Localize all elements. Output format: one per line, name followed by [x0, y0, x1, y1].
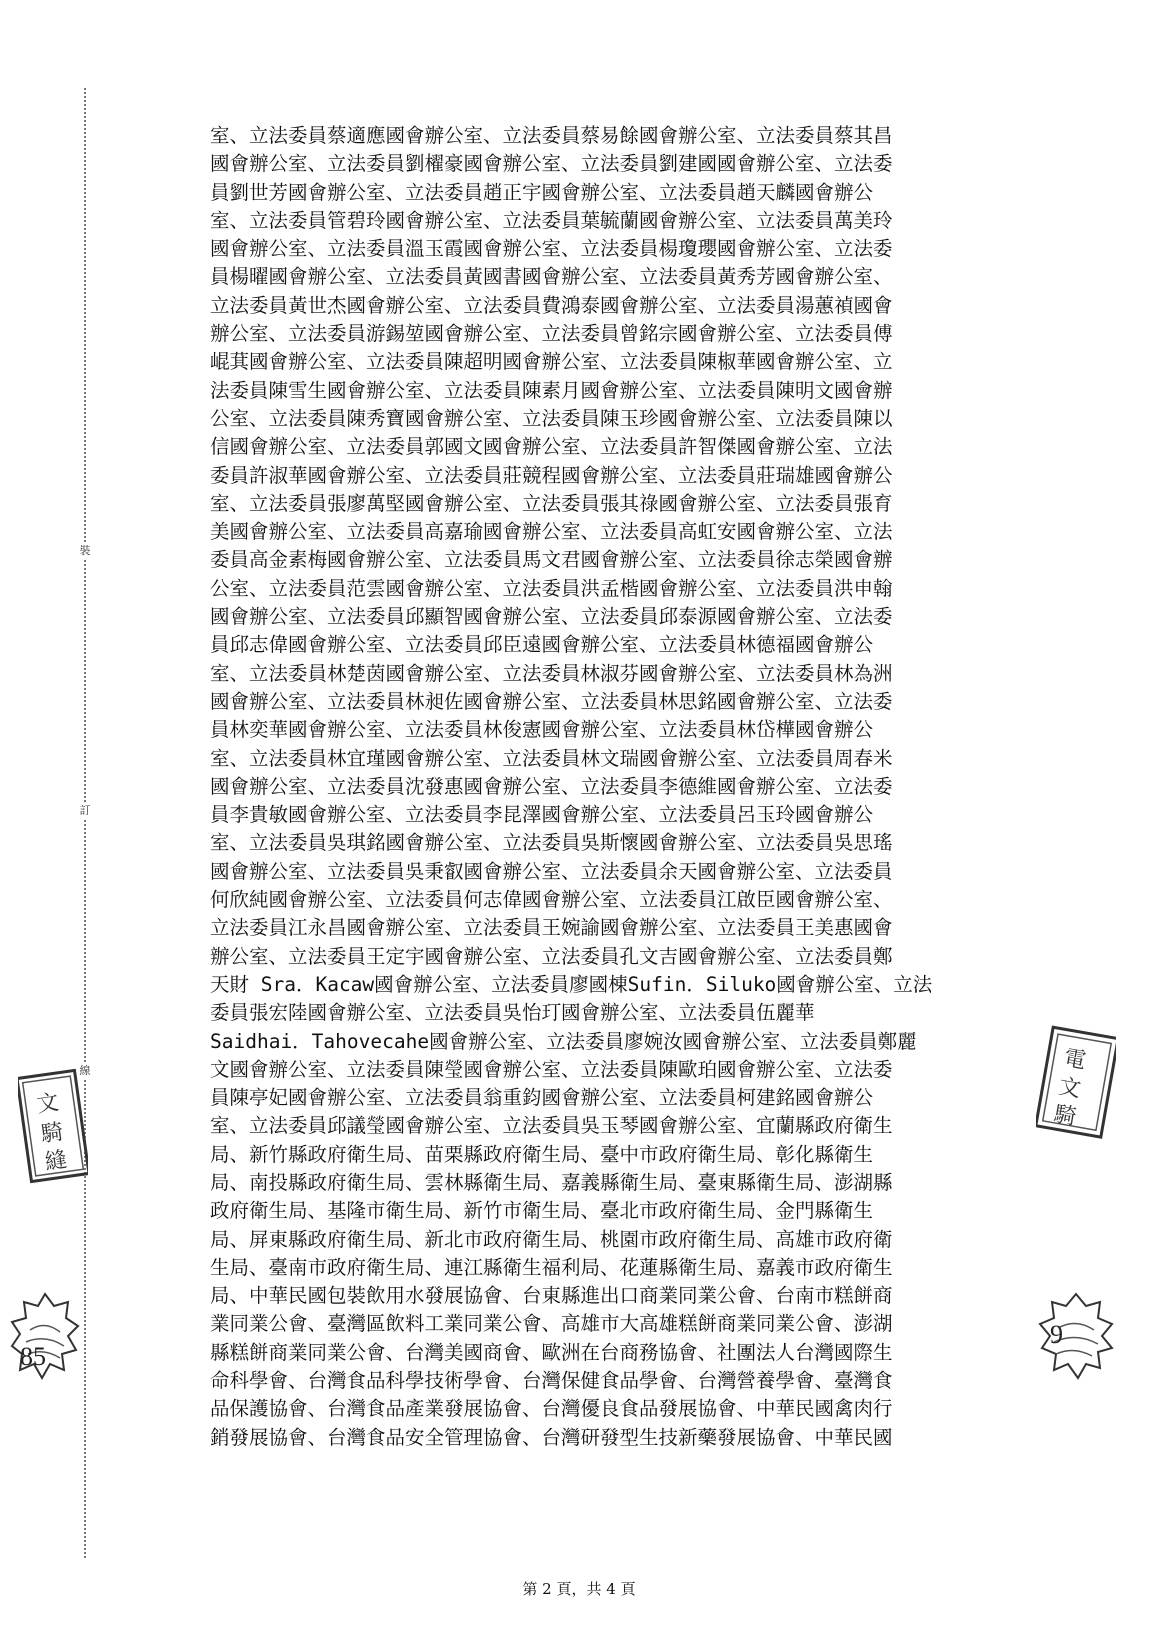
body-line: 生局、臺南市政府衛生局、連江縣衛生福利局、花蓮縣衛生局、嘉義市政府衛生	[210, 1255, 893, 1279]
binding-label-xian: 線	[77, 1063, 93, 1079]
body-line: 局、中華民國包裝飲用水發展協會、台東縣進出口商業同業公會、台南市糕餅商	[210, 1284, 893, 1308]
body-line: 文國會辦公室、立法委員陳瑩國會辦公室、立法委員陳歐珀國會辦公室、立法委	[210, 1057, 893, 1081]
body-line: 員李貴敏國會辦公室、立法委員李昆澤國會辦公室、立法委員呂玉玲國會辦公	[210, 803, 874, 827]
body-line: 委員張宏陸國會辦公室、立法委員吳怡玎國會辦公室、立法委員伍麗華	[210, 1001, 815, 1025]
body-line: 員楊曜國會辦公室、立法委員黃國書國會辦公室、立法委員黃秀芳國會辦公室、	[210, 265, 893, 289]
body-line: 信國會辦公室、立法委員郭國文國會辦公室、立法委員許智傑國會辦公室、立法	[210, 435, 893, 459]
right-seal-stamp	[1036, 1022, 1116, 1142]
body-line: 委員許淑華國會辦公室、立法委員莊競程國會辦公室、立法委員莊瑞雄國會辦公	[210, 463, 893, 487]
body-line: 公室、立法委員陳秀寶國會辦公室、立法委員陳玉珍國會辦公室、立法委員陳以	[210, 406, 893, 430]
body-line: 局、屏東縣政府衛生局、新北市政府衛生局、桃園市政府衛生局、高雄市政府衛	[210, 1227, 893, 1251]
body-line: 何欣純國會辦公室、立法委員何志偉國會辦公室、立法委員江啟臣國會辦公室、	[210, 888, 893, 912]
body-line: 辦公室、立法委員王定宇國會辦公室、立法委員孔文吉國會辦公室、立法委員鄭	[210, 944, 893, 968]
body-line: 美國會辦公室、立法委員高嘉瑜國會辦公室、立法委員高虹安國會辦公室、立法	[210, 520, 893, 544]
body-line: 法委員陳雪生國會辦公室、立法委員陳素月國會辦公室、立法委員陳明文國會辦	[210, 378, 893, 402]
body-line: 室、立法委員管碧玲國會辦公室、立法委員葉毓蘭國會辦公室、立法委員萬美玲	[210, 208, 893, 232]
binding-label-zhuang: 裝	[77, 543, 93, 559]
body-line: 天財 Sra．Kacaw國會辦公室、立法委員廖國棟Sufin．Siluko國會辦公室、立法	[210, 972, 933, 996]
body-line: 公室、立法委員范雲國會辦公室、立法委員洪孟楷國會辦公室、立法委員洪申翰	[210, 576, 893, 600]
page-footer: 第 2 頁，共 4 頁	[522, 1580, 636, 1598]
body-line: 委員高金素梅國會辦公室、立法委員馬文君國會辦公室、立法委員徐志榮國會辦	[210, 548, 893, 572]
body-line: 室、立法委員張廖萬堅國會辦公室、立法委員張其祿國會辦公室、立法委員張育	[210, 491, 893, 515]
body-line: 業同業公會、臺灣區飲料工業同業公會、高雄市大高雄糕餅商業同業公會、澎湖	[210, 1312, 893, 1336]
body-line: 國會辦公室、立法委員邱顯智國會辦公室、立法委員邱泰源國會辦公室、立法委	[210, 605, 893, 629]
svg-text:文: 文	[1056, 1074, 1083, 1103]
body-line: 員邱志偉國會辦公室、立法委員邱臣遠國會辦公室、立法委員林德福國會辦公	[210, 633, 874, 657]
left-seal-stamp	[18, 1060, 88, 1190]
body-line: 品保護協會、台灣食品產業發展協會、台灣優良食品發展協會、中華民國禽肉行	[210, 1397, 893, 1421]
body-line: 局、南投縣政府衛生局、雲林縣衛生局、嘉義縣衛生局、臺東縣衛生局、澎湖縣	[210, 1170, 893, 1194]
body-line: 室、立法委員吳琪銘國會辦公室、立法委員吳斯懷國會辦公室、立法委員吳思瑤	[210, 831, 893, 855]
body-line: 員劉世芳國會辦公室、立法委員趙正宇國會辦公室、立法委員趙天麟國會辦公	[210, 180, 874, 204]
body-line: 立法委員黃世杰國會辦公室、立法委員費鴻泰國會辦公室、立法委員湯蕙禎國會	[210, 293, 893, 317]
svg-text:電: 電	[1061, 1045, 1088, 1075]
body-line: 國會辦公室、立法委員吳秉叡國會辦公室、立法委員余天國會辦公室、立法委員	[210, 859, 893, 883]
svg-text:騎: 騎	[39, 1119, 65, 1148]
body-line: 室、立法委員林宜瑾國會辦公室、立法委員林文瑞國會辦公室、立法委員周春米	[210, 746, 893, 770]
body-line: 室、立法委員林楚茵國會辦公室、立法委員林淑芬國會辦公室、立法委員林為洲	[210, 661, 893, 685]
body-line: 政府衛生局、基隆市衛生局、新竹市衛生局、臺北市政府衛生局、金門縣衛生	[210, 1199, 874, 1223]
body-line: 國會辦公室、立法委員溫玉霞國會辦公室、立法委員楊瓊瓔國會辦公室、立法委	[210, 237, 893, 261]
body-line: 員林奕華國會辦公室、立法委員林俊憲國會辦公室、立法委員林岱樺國會辦公	[210, 718, 874, 742]
body-line: 國會辦公室、立法委員沈發惠國會辦公室、立法委員李德維國會辦公室、立法委	[210, 774, 893, 798]
svg-text:文: 文	[35, 1090, 61, 1118]
body-line: 局、新竹縣政府衛生局、苗栗縣政府衛生局、臺中市政府衛生局、彰化縣衛生	[210, 1142, 874, 1166]
body-line: 室、立法委員蔡適應國會辦公室、立法委員蔡易餘國會辦公室、立法委員蔡其昌	[210, 124, 893, 147]
body-line: 辦公室、立法委員游錫堃國會辦公室、立法委員曾銘宗國會辦公室、立法委員傅	[210, 322, 893, 346]
svg-text:騎: 騎	[1051, 1101, 1078, 1131]
body-line: 銷發展協會、台灣食品安全管理協會、台灣研發型生技新藥發展協會、中華民國	[210, 1425, 893, 1449]
body-line: 崐萁國會辦公室、立法委員陳超明國會辦公室、立法委員陳椒華國會辦公室、立	[210, 350, 893, 374]
body-line: 室、立法委員邱議瑩國會辦公室、立法委員吳玉琴國會辦公室、宜蘭縣政府衛生	[210, 1114, 893, 1138]
body-line: 命科學會、台灣食品科學技術學會、台灣保健食品學會、台灣營養學會、臺灣食	[210, 1369, 893, 1393]
binding-dotted-line	[84, 88, 86, 1558]
body-line: 國會辦公室、立法委員林昶佐國會辦公室、立法委員林思銘國會辦公室、立法委	[210, 689, 893, 713]
body-line: 立法委員江永昌國會辦公室、立法委員王婉諭國會辦公室、立法委員王美惠國會	[210, 916, 893, 940]
body-line: 縣糕餅商業同業公會、台灣美國商會、歐洲在台商務協會、社團法人台灣國際生	[210, 1340, 893, 1364]
left-page-number: 85	[20, 1342, 46, 1371]
right-page-number-stamp	[1036, 1290, 1116, 1390]
body-line: Saidhai．Tahovecahe國會辦公室、立法委員廖婉汝國會辦公室、立法委員鄭麗	[210, 1029, 917, 1053]
body-line: 員陳亭妃國會辦公室、立法委員翁重鈞國會辦公室、立法委員柯建銘國會辦公	[210, 1086, 874, 1110]
svg-text:縫: 縫	[43, 1147, 69, 1176]
body-text	[210, 122, 1030, 1452]
body-line: 國會辦公室、立法委員劉櫂豪國會辦公室、立法委員劉建國國會辦公室、立法委	[210, 152, 893, 176]
right-page-number: 9	[1050, 1320, 1063, 1349]
binding-label-ding: 訂	[77, 803, 93, 819]
